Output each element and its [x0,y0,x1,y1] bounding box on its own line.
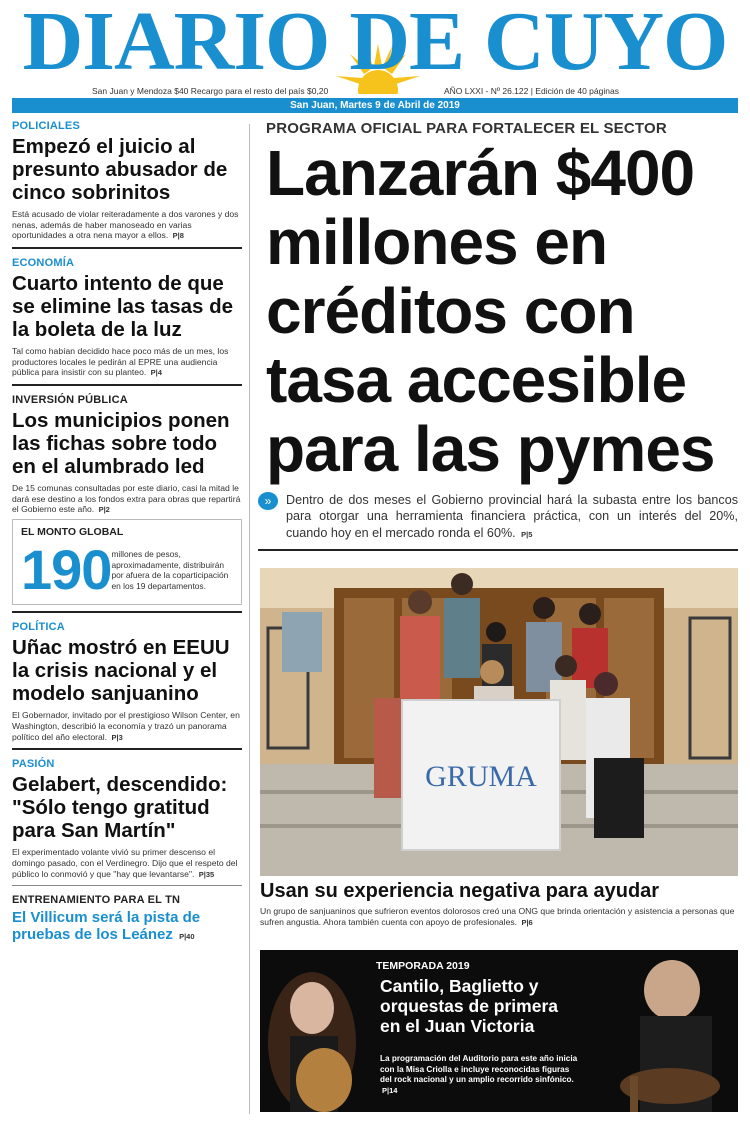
page-ref: P|35 [198,869,215,879]
story-summary: El Gobernador, invitado por el prestigioso Wilson Center, en Washington, describió la economía y trazó un panorama político del año electoral. P|3 [12,710,240,742]
story-headline: Gelabert, descendido: "Sólo tengo gratitud para San Martín" [12,773,228,843]
story-economia[interactable] [12,257,242,378]
story-headline: Empezó el juicio al presunto abusador de cinco sobrinitos [12,135,228,204]
season-promo[interactable] [260,950,738,1112]
main-headline: Lanzarán $400 millones en créditos con tasa accesible para las pymes [266,137,715,485]
box-number: 190 [21,538,112,602]
page-ref: P|4 [150,368,162,378]
column-divider [249,124,250,1114]
page-ref: P|8 [172,231,184,241]
page-ref: P|3 [111,732,123,742]
group-photo[interactable] [260,568,738,876]
section-label: POLÍTICA [12,621,65,634]
page-ref: P|14 [382,1085,398,1095]
story-headline: El Villicum será la pista de pruebas de los Leánez P|40 [12,909,201,944]
story-entrenamiento[interactable] [12,894,242,944]
divider [12,748,242,750]
page-ref: P|40 [179,932,195,942]
divider [12,384,242,386]
section-label: INVERSIÓN PÚBLICA [12,394,128,407]
promo-kicker: TEMPORADA 2019 [376,960,470,972]
section-label: POLICIALES [12,120,81,132]
story-summary: De 15 comunas consultadas por este diario, casi la mitad le dará ese destino a los fondos extra para obras que repartirá el Gobierno este año. P|2 [12,482,241,515]
divider [12,885,242,886]
photo-story-summary: Un grupo de sanjuaninos que sufrieron eventos dolorosos creó una ONG que brinda orientación y asistencia a personas que sufren angustia. Ahora también cuenta con apoyo de profesionales. P|6 [260,906,735,928]
story-policiales[interactable] [12,120,242,241]
banner-text: GRUMA [425,760,537,793]
story-headline: Uñac mostró en EEUU la crisis nacional y el modelo sanjuanino [12,636,230,706]
left-column [12,120,242,948]
section-label: ENTRENAMIENTO PARA EL TN [12,894,181,907]
section-label: PASIÓN [12,758,55,771]
story-politica[interactable] [12,621,242,742]
page-ref: P|6 [521,918,533,928]
price-info: San Juan y Mendoza $40 Recargo para el resto del país $0,20 [92,86,329,96]
divider [12,247,242,249]
box-label: EL MONTO GLOBAL [21,526,124,539]
double-chevron-right-icon: » [258,492,278,510]
page-ref: P|2 [98,505,110,515]
story-headline: Los municipios ponen las fichas sobre todo en el alumbrado led [12,409,230,479]
section-label: ECONOMÍA [12,257,75,270]
page-ref: P|5 [521,529,533,539]
promo-headline: Cantilo, Baglietto y orquestas de primera en el Juan Victoria [380,976,558,1037]
masthead [0,0,750,111]
main-story[interactable] [258,120,738,551]
date-bar: San Juan, Martes 9 de Abril de 2019 [12,98,738,113]
story-inversion-publica[interactable] [12,394,242,605]
story-pasion[interactable] [12,758,242,879]
box-description: millones de pesos, aproximadamente, distribuirán por afuera de la coparticipación en los 19 departamentos. [111,549,229,591]
divider [12,611,242,613]
main-lead [258,492,738,541]
lead-text: Dentro de dos meses el Gobierno provincial hará la subasta entre los bancos para otorgar una herramienta financiera práctica, con un interés del 20%, cuando hoy en el mercado ronda el 60%. [286,493,738,540]
main-kicker: PROGRAMA OFICIAL PARA FORTALECER EL SECTOR [266,120,667,137]
story-summary: El experimentado volante vivió su primer descenso el domingo pasado, con el Verdinegro. Dijo que el respeto del público lo conmovió y que "hay que levantarse". P|35 [12,847,238,879]
promo-summary: La programación del Auditorio para este año inicia con la Misa Criolla e incluye reconocidas figuras del rock nacional y un amplio recorrido sinfónico. P|14 [380,1054,578,1095]
story-summary: Tal como habían decidido hace poco más de un mes, los productores locales le pedirán al EPRE una audiencia pública para insistir con su planteo. P|4 [12,345,229,378]
photo-story-headline[interactable]: Usan su experiencia negativa para ayudar [260,880,660,902]
divider [258,549,738,551]
global-amount-box [12,519,242,605]
story-headline: Cuarto intento de que se elimine las tasas de la boleta de la luz [12,272,234,341]
group-photo-illustration [260,568,738,876]
edition-info: AÑO LXXI - Nº 26.122 | Edición de 40 páginas [444,86,619,96]
newspaper-title: DIARIO DE CUYO [22,0,728,88]
story-summary: Está acusado de violar reiteradamente a dos varones y dos nenas, además de haber manoseado en varias oportunidades a otra nena mayor a ellos. P|8 [12,208,239,241]
